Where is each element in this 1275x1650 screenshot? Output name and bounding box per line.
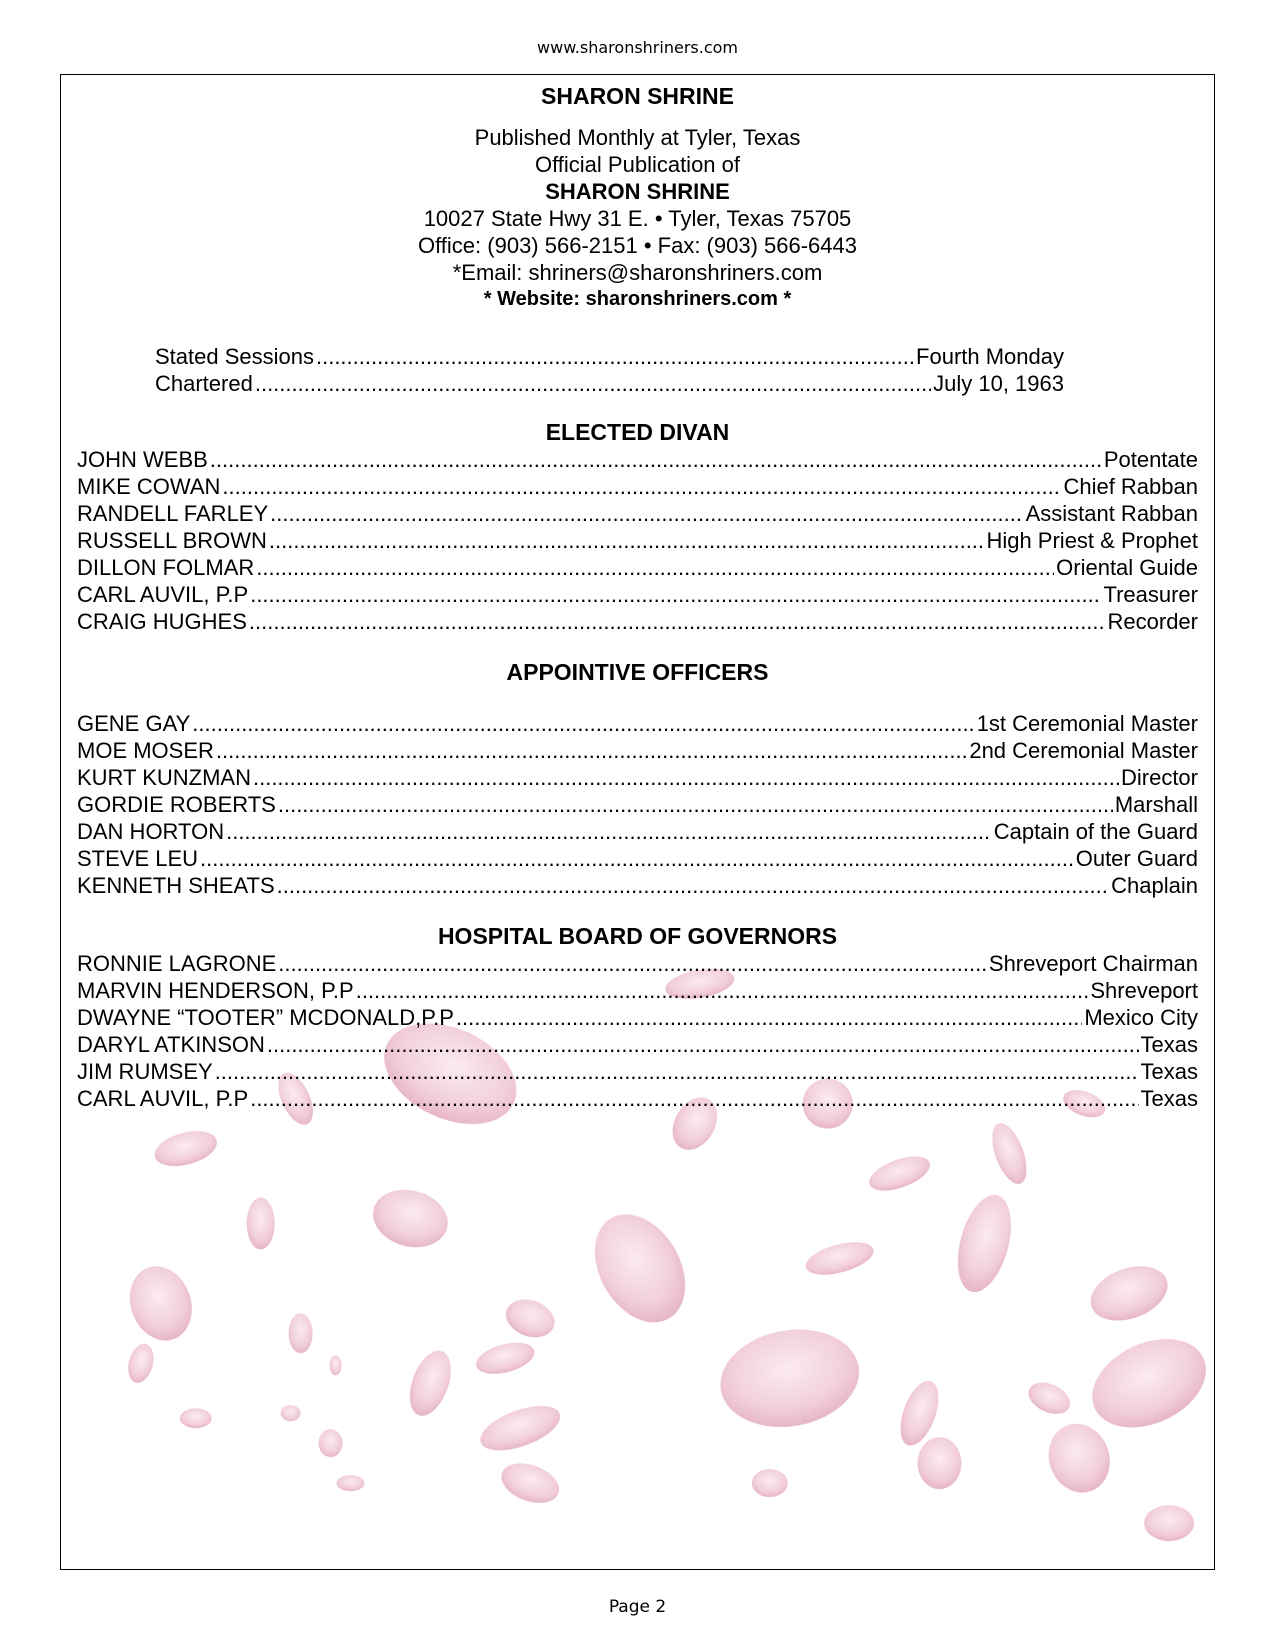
officer-role: Texas xyxy=(1140,1059,1198,1084)
officer-name: RUSSELL BROWN xyxy=(77,528,267,553)
officer-row xyxy=(77,818,1198,845)
officer-role: Treasurer xyxy=(1103,582,1198,607)
officer-row xyxy=(77,1031,1198,1058)
officer-row xyxy=(77,500,1198,527)
officer-role: Potentate xyxy=(1103,447,1198,472)
phone-line: Office: (903) 566-2151 • Fax: (903) 566-6443 xyxy=(417,233,857,258)
officer-name: GORDIE ROBERTS xyxy=(77,792,276,817)
officer-role: Chief Rabban xyxy=(1063,474,1198,499)
session-value: July 10, 1963 xyxy=(933,371,1064,396)
officer-row xyxy=(77,950,1198,977)
leader-dots xyxy=(316,343,914,370)
website-line[interactable]: * Website: sharonshriners.com * xyxy=(483,288,792,310)
officer-row xyxy=(77,737,1198,764)
officer-name: STEVE LEU xyxy=(77,846,199,871)
officer-role: Texas xyxy=(1140,1032,1198,1057)
page-frame xyxy=(60,74,1215,1570)
leader-dots xyxy=(278,791,1113,818)
hospital-board-list xyxy=(61,950,1214,1112)
officer-role: Recorder xyxy=(1107,609,1198,634)
hospital-board-heading: HOSPITAL BOARD OF GOVERNORS xyxy=(437,923,838,949)
officer-role: 1st Ceremonial Master xyxy=(976,711,1198,736)
officer-role: Texas xyxy=(1140,1086,1198,1111)
official-line: Official Publication of xyxy=(534,152,741,177)
officer-row xyxy=(77,608,1198,635)
leader-dots xyxy=(456,1004,1082,1031)
officer-role: Chaplain xyxy=(1111,873,1198,898)
officer-name: GENE GAY xyxy=(77,711,191,736)
leader-dots xyxy=(269,527,985,554)
officer-row xyxy=(77,872,1198,899)
leader-dots xyxy=(192,710,974,737)
session-label: Chartered xyxy=(155,371,253,396)
officer-role: Oriental Guide xyxy=(1056,555,1198,580)
officer-row xyxy=(77,791,1198,818)
leader-dots xyxy=(250,1085,1138,1112)
officer-role: Mexico City xyxy=(1084,1005,1198,1030)
email-line[interactable]: *Email: shriners@sharonshriners.com xyxy=(452,260,823,285)
officer-row xyxy=(77,1085,1198,1112)
leader-dots xyxy=(226,818,992,845)
session-label: Stated Sessions xyxy=(155,344,314,369)
leader-dots xyxy=(249,608,1106,635)
leader-dots xyxy=(267,1031,1139,1058)
officer-name: RONNIE LAGRONE xyxy=(77,951,277,976)
officer-role: High Priest & Prophet xyxy=(986,528,1198,553)
leader-dots xyxy=(356,977,1089,1004)
officer-name: CARL AUVIL, P.P xyxy=(77,582,249,607)
masthead-title: SHARON SHRINE xyxy=(541,83,734,109)
publication-content xyxy=(61,75,1214,1112)
leader-dots xyxy=(222,473,1061,500)
leader-dots xyxy=(215,1058,1139,1085)
officer-role: Shreveport xyxy=(1090,978,1198,1003)
address-line: 10027 State Hwy 31 E. • Tyler, Texas 75705 xyxy=(423,206,852,231)
officer-row xyxy=(77,764,1198,791)
session-row xyxy=(155,343,1064,370)
elected-divan-heading: ELECTED DIVAN xyxy=(545,419,730,445)
leader-dots xyxy=(250,581,1101,608)
officer-name: DWAYNE “TOOTER” MCDONALD,P.P xyxy=(77,1005,454,1030)
officer-name: MOE MOSER xyxy=(77,738,214,763)
appointive-officers-list xyxy=(61,710,1214,899)
officer-row xyxy=(77,1058,1198,1085)
officer-role: Director xyxy=(1120,765,1198,790)
leader-dots xyxy=(256,554,1054,581)
officer-row xyxy=(77,473,1198,500)
appointive-officers-heading: APPOINTIVE OFFICERS xyxy=(506,659,769,685)
officer-role: 2nd Ceremonial Master xyxy=(969,738,1198,763)
officer-role: Assistant Rabban xyxy=(1025,501,1198,526)
officer-name: MARVIN HENDERSON, P.P xyxy=(77,978,354,1003)
officer-row xyxy=(77,581,1198,608)
leader-dots xyxy=(216,737,967,764)
officer-row xyxy=(77,710,1198,737)
officer-name: DARYL ATKINSON xyxy=(77,1032,265,1057)
elected-divan-list xyxy=(61,446,1214,635)
officer-name: KURT KUNZMAN xyxy=(77,765,251,790)
officer-role: Outer Guard xyxy=(1075,846,1198,871)
officer-name: RANDELL FARLEY xyxy=(77,501,269,526)
published-line: Published Monthly at Tyler, Texas xyxy=(474,125,801,150)
leader-dots xyxy=(278,950,987,977)
sessions-block xyxy=(61,343,1214,397)
session-row xyxy=(155,370,1064,397)
site-url[interactable]: www.sharonshriners.com xyxy=(537,38,738,57)
leader-dots xyxy=(255,370,931,397)
page-number: Page 2 xyxy=(608,1597,667,1617)
leader-dots xyxy=(200,845,1074,872)
officer-role: Shreveport Chairman xyxy=(988,951,1198,976)
officer-name: JIM RUMSEY xyxy=(77,1059,213,1084)
leader-dots xyxy=(253,764,1119,791)
officer-name: JOHN WEBB xyxy=(77,447,208,472)
officer-row xyxy=(77,845,1198,872)
officer-name: CARL AUVIL, P.P xyxy=(77,1086,249,1111)
officer-row xyxy=(77,527,1198,554)
officer-role: Captain of the Guard xyxy=(993,819,1198,844)
officer-name: CRAIG HUGHES xyxy=(77,609,247,634)
org-name: SHARON SHRINE xyxy=(545,179,730,204)
officer-role: Marshall xyxy=(1114,792,1198,817)
leader-dots xyxy=(210,446,1102,473)
masthead-block xyxy=(61,124,1214,313)
officer-name: KENNETH SHEATS xyxy=(77,873,275,898)
officer-row xyxy=(77,1004,1198,1031)
leader-dots xyxy=(270,500,1023,527)
session-value: Fourth Monday xyxy=(916,344,1064,369)
officer-name: DILLON FOLMAR xyxy=(77,555,255,580)
officer-name: DAN HORTON xyxy=(77,819,225,844)
officer-row xyxy=(77,446,1198,473)
leader-dots xyxy=(277,872,1110,899)
officer-row xyxy=(77,977,1198,1004)
officer-name: MIKE COWAN xyxy=(77,474,221,499)
officer-row xyxy=(77,554,1198,581)
